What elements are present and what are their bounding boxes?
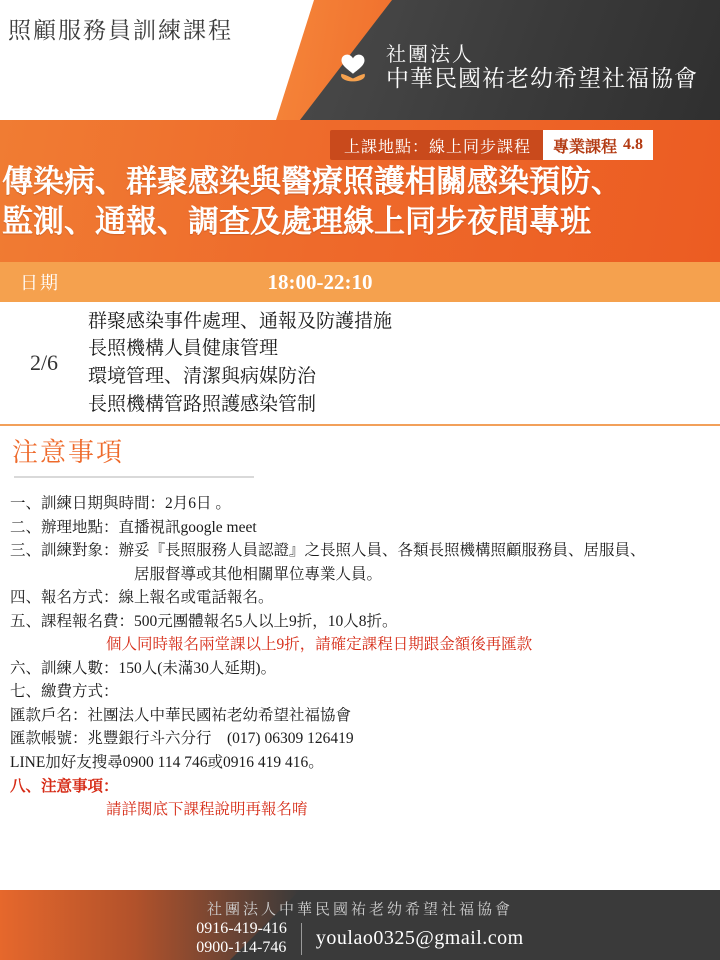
course-badge: [543, 130, 653, 160]
notice-line: 二、辦理地點：直播視訊google meet: [10, 518, 257, 536]
course-title-line-1: 傳染病、群聚感染與醫療照護相關感染預防、: [2, 164, 622, 199]
venue-label: 上課地點：線上同步課程: [330, 130, 543, 160]
notice-line: 一、訓練日期與時間：2月6日 。: [10, 495, 231, 512]
course-kicker: 照顧服務員訓練課程: [8, 18, 233, 43]
notice-line: 四、報名方式：線上報名或電話報名。: [10, 589, 274, 607]
schedule-header-time: 18:00-22:10: [267, 269, 373, 294]
notice-line: 請詳閱底下課程說明再報名唷: [106, 801, 308, 819]
notice-line: 八、注意事項：: [10, 777, 119, 795]
notice-line: 匯款戶名：社團法人中華民國祐老幼希望社福協會: [10, 706, 352, 724]
notice-title: 注意事項: [12, 438, 125, 467]
schedule-header: [0, 262, 720, 302]
notice-line: 五、課程報名費：500元團體報名5人以上9折，10人8折。: [10, 612, 398, 630]
notice-line: 居服督導或其他相關單位專業人員。: [134, 565, 383, 583]
organization-names: [386, 44, 698, 92]
list-item: 環境管理、清潔與病媒防治: [88, 366, 317, 387]
footer-phone-2: 0900-114-746: [196, 938, 287, 956]
notice-line: 三、訓練對象：辦妥『長照服務人員認證』之長照人員、各類長照機構照顧服務員、居服員、: [10, 542, 646, 560]
footer-bar: [0, 890, 720, 960]
notice-line: LINE加好友搜尋0900 114 746或0916 419 416。: [10, 754, 324, 772]
footer-divider: [301, 923, 302, 955]
organization-block: [330, 44, 720, 92]
heart-hand-icon: [330, 45, 376, 91]
footer-phone-1: 0916-419-416: [196, 920, 287, 937]
list-item: 長照機構人員健康管理: [88, 338, 279, 360]
list-item: 群聚感染事件處理、通報及防護措施: [88, 310, 393, 332]
footer-phones: [196, 920, 287, 958]
schedule-row-date: 2/6: [29, 350, 59, 375]
footer-org-name: 社團法人中華民國祐老幼希望社福協會: [206, 902, 513, 918]
notice-line: 七、繳費方式：: [10, 683, 119, 701]
org-line-1: 社團法人: [386, 44, 474, 66]
notice-divider: [14, 476, 254, 478]
table-row: [0, 302, 720, 426]
footer-email: youlao0325@gmail.com: [315, 927, 524, 950]
course-badge-value: 4.8: [623, 136, 644, 153]
footer-contact: [0, 920, 720, 958]
list-item: 長照機構管路照護感染管制: [88, 393, 317, 415]
notice-line: 六、訓練人數：150人(未滿30人延期)。: [10, 659, 277, 677]
org-line-2: 中華民國祐老幼希望社福協會: [386, 66, 698, 92]
notice-list: [10, 492, 710, 822]
notice-line: 個人同時報名兩堂課以上9折，請確定課程日期跟金額後再匯款: [106, 636, 533, 654]
schedule-row-topics: [88, 308, 720, 419]
notice-line: 匯款帳號：兆豐銀行斗六分行 (017) 06309 126419: [10, 730, 354, 748]
course-title-line-2: 監測、通報、調查及處理線上同步夜間專班: [2, 203, 591, 239]
schedule-header-date: 日期: [20, 273, 60, 293]
venue-row: [330, 130, 715, 160]
course-badge-label: 專業課程: [553, 138, 618, 156]
course-title: [0, 162, 720, 241]
